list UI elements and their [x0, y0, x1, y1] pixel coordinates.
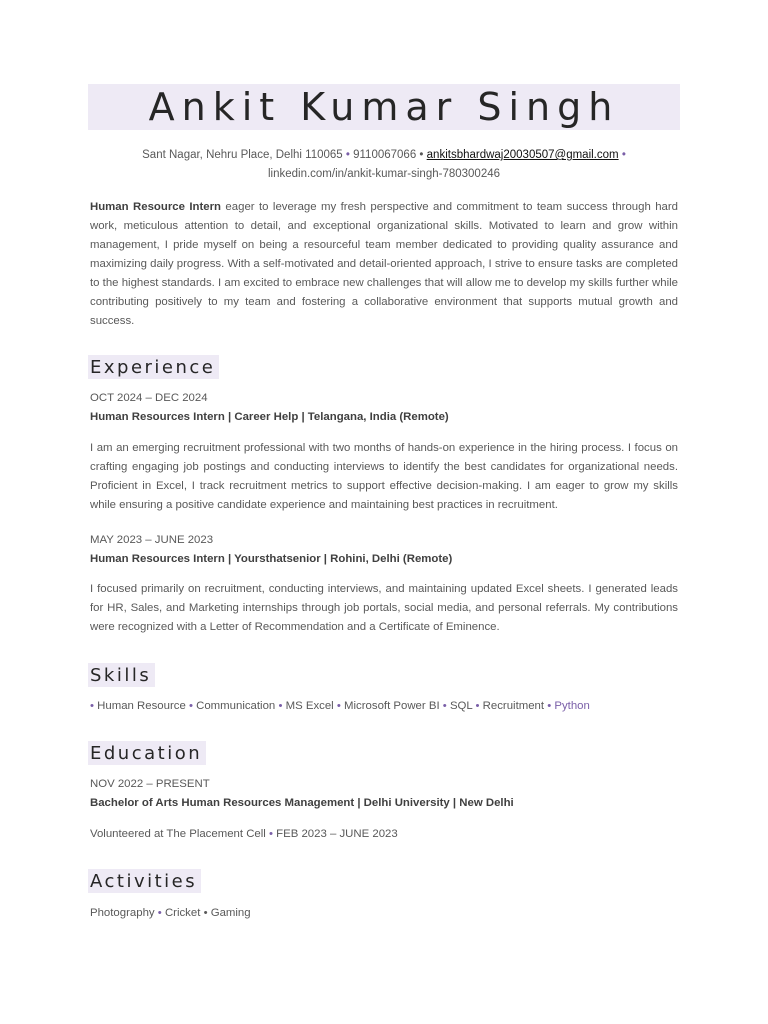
- candidate-name: Ankit Kumar Singh: [148, 85, 620, 129]
- job-1-description: I am an emerging recruitment professional with two months of hands-on experience in the hiring process. I focus on crafting engaging job postings and conducting interviews to identify the best candidates for organizational needs. Proficient in Excel, I track recruitment metrics to support effective decision-making. I am eager to grow my skills while ensuring a positive candidate experience and maintaining best practices in recruitment.: [90, 442, 678, 511]
- activities-list: Photography • Cricket • Gaming: [90, 907, 251, 919]
- job-1-role: Human Resources Intern | Career Help | Telangana, India (Remote): [90, 411, 449, 423]
- activities-heading: Activities: [88, 869, 201, 893]
- skill-item: Python: [554, 700, 590, 712]
- job-2-description: I focused primarily on recruitment, conducting interviews, and maintaining updated Excel sheets. I generated leads for HR, Sales, and Marketing internships through job portals, social media, and personal referrals. My contributions were recognized with a Letter of Recommendation and a Certificate of Eminence.: [90, 583, 678, 633]
- bullet-separator: •: [345, 149, 354, 161]
- volunteer-text: Volunteered at The Placement Cell: [90, 828, 266, 840]
- summary-paragraph: [90, 198, 678, 331]
- bullet-separator: •: [621, 149, 626, 161]
- summary-text: eager to leverage my fresh perspective and commitment to team success through hard work, meticulous attention to detail, and exceptional organizational skills. Motivated to learn and grow within management, I pride myself on being a resourceful team member dedicated to providing quality assurance and maximizing daily progress. With a self-motivated and detail-oriented approach, I strive to ensure tasks are completed to the highest standards. I am excited to embrace new challenges that will allow me to develop my skills further while contributing positively to my team and fostering a collaborative environment that supports mutual growth and success.: [90, 201, 678, 327]
- volunteer-line: [90, 825, 398, 844]
- skill-item: MS Excel: [285, 700, 334, 712]
- bullet-separator: •: [269, 828, 277, 840]
- skill-item: Microsoft Power BI: [344, 700, 440, 712]
- skills-heading: Skills: [88, 663, 155, 687]
- experience-heading: Experience: [88, 355, 219, 379]
- job-1-dates: OCT 2024 – DEC 2024: [90, 392, 208, 404]
- skill-item: Recruitment: [482, 700, 545, 712]
- skill-item: Human Resource: [97, 700, 186, 712]
- skill-item: SQL: [449, 700, 473, 712]
- activity-item: Gaming: [210, 907, 251, 919]
- linkedin-url: linkedin.com/in/ankit-kumar-singh-780300246: [267, 168, 501, 180]
- education-dates: NOV 2022 – PRESENT: [90, 778, 210, 790]
- education-heading: Education: [88, 741, 206, 765]
- activity-item: Cricket: [164, 907, 201, 919]
- phone: 9110067066: [353, 149, 417, 161]
- contact-info: [88, 146, 680, 184]
- bullet-separator: •: [419, 149, 427, 161]
- job-2-role: Human Resources Intern | Yoursthatsenior | Rohini, Delhi (Remote): [90, 553, 453, 565]
- email-link[interactable]: ankitsbhardwaj20030507@gmail.com: [426, 149, 619, 161]
- skill-item: Communication: [196, 700, 276, 712]
- name-header: [88, 84, 680, 130]
- activity-item: Photography: [90, 907, 155, 919]
- summary-lead: Human Resource Intern: [90, 201, 222, 213]
- volunteer-dates: FEB 2023 – JUNE 2023: [276, 828, 398, 840]
- job-2-dates: MAY 2023 – JUNE 2023: [90, 534, 214, 546]
- address: Sant Nagar, Nehru Place, Delhi 110065: [142, 149, 343, 161]
- education-degree: Bachelor of Arts Human Resources Management | Delhi University | New Delhi: [90, 797, 514, 809]
- skills-list: • Human Resource • Communication • MS Excel • Microsoft Power BI • SQL • Recruitment • Python: [90, 700, 590, 712]
